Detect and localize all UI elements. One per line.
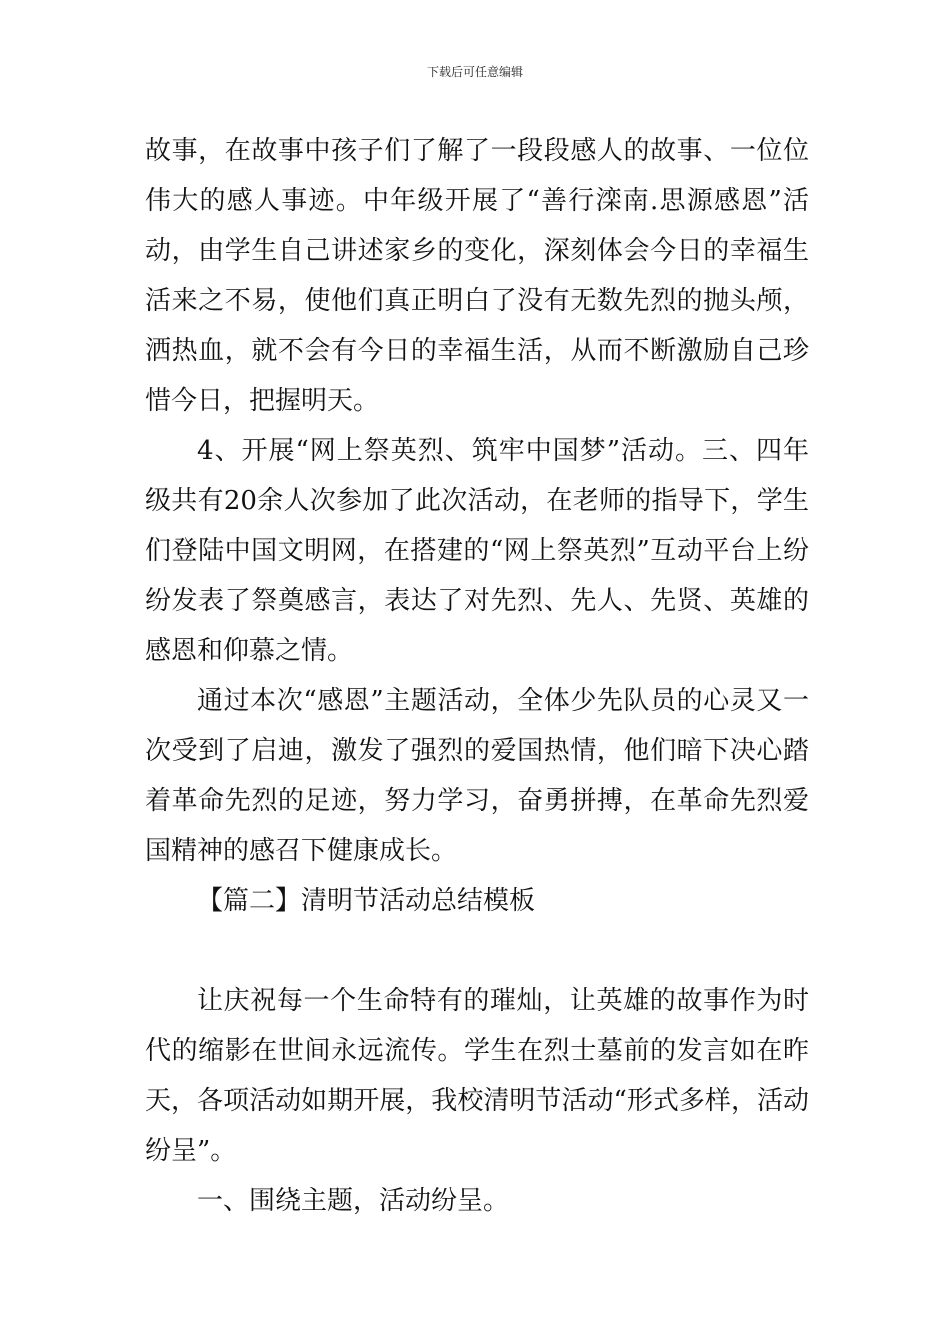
paragraph-summary: 通过本次“感恩”主题活动，全体少先队员的心灵又一次受到了启迪，激发了强烈的爱国热情，他们暗下决心踏着革命先烈的足迹，努力学习，奋勇拼搏，在革命先烈爱国精神的感召下健康成长。 [145,686,809,866]
section-heading: 【篇二】清明节活动总结模板 [197,886,536,916]
subheading-theme: 一、围绕主题，活动纷呈。 [197,1186,510,1216]
paragraph-online-memorial: 4、开展“网上祭英烈、筑牢中国梦”活动。三、四年级共有20余人次参加了此次活动，在老师的指导下，学生们登陆中国文明网，在搭建的“网上祭英烈”互动平台上纷纷发表了祭奠感言，表达了对先烈、先人、先贤、英雄的感恩和仰慕之情。 [145,436,809,666]
document-body [145,126,809,1226]
page-header: 下载后可任意编辑 [426,65,523,79]
paragraph-intro: 让庆祝每一个生命特有的璀灿，让英雄的故事作为时代的缩影在世间永远流传。学生在烈士墓前的发言如在昨天，各项活动如期开展，我校清明节活动“形式多样，活动纷呈”。 [145,986,809,1166]
blank-line [145,926,809,976]
paragraph-story-continuation: 故事，在故事中孩子们了解了一段段感人的故事、一位位伟大的感人事迹。中年级开展了“善行滦南.思源感恩”活动，由学生自己讲述家乡的变化，深刻体会今日的幸福生活来之不易，使他们真正明白了没有无数先烈的抛头颅，洒热血，就不会有今日的幸福生活，从而不断激励自己珍惜今日，把握明天。 [145,136,809,416]
